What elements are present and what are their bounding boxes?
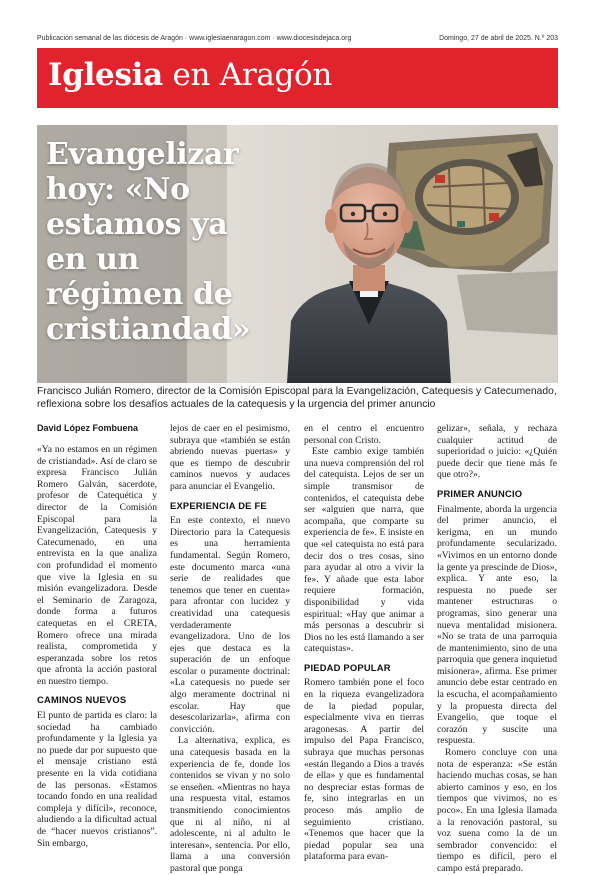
hero-photo (37, 125, 558, 383)
masthead-title-strong: Iglesia (48, 57, 163, 93)
paragraph: Romero concluye con una nota de esperanza: «Se están haciendo muchas cosas, se han abierto caminos y eso, en los tiempos que vivimos, no es poco». En una Iglesia llamada a la renovación pastoral, su voz suena como la de un sembrador convencido: el tiempo es difícil, pero el campo está preparado. (437, 747, 557, 874)
paragraph: Este cambio exige también una nueva comprensión del rol del catequista. Lejos de ser un simple transmisor de contenidos, el catequista debe ser «alguien que narra, que acompaña, que comparte su experiencia de fe». E insiste en que «el catequista no está para decir dos o tres cosas, sino para ayudar al otro a vivir la fe». Y añade que esta labor requiere formación, disponibilidad y vida espiritual: «Hay que animar a más personas a descubrir si Dios no les está llamando a ser catequistas». (304, 446, 424, 655)
article-column-4 (437, 423, 557, 875)
photo-caption: Francisco Julián Romero, director de la Comisión Episcopal para la Evangelización, Catequesis y Catecumenado, reflexiona sobre los desafíos actuales de la catequesis y la urgencia del primer anuncio (37, 386, 557, 410)
masthead-title (48, 55, 332, 95)
paragraph: gelizar», señala, y rechaza cualquier actitud de superioridad o juicio: «¿Quién puede decir que tiene más fe que otro?». (437, 423, 557, 481)
paragraph: El punto de partida es claro: la sociedad ha cambiado profundamente y la Iglesia ya no puede dar por supuesto que el mensaje cristiano está presente en la vida cotidiana de las personas. «Estamos tocando fondo en una realidad compleja y difícil», reconoce, aludiendo a la dificultad actual de “hacer nuevos cristianos”. Sin embargo, (37, 710, 157, 849)
paragraph: lejos de caer en el pesimismo, subraya que «también se están abriendo nuevas puertas» y que es tiempo de descubrir caminos nuevos y audaces para anunciar el Evangelio. (170, 423, 290, 492)
masthead-title-light: en Aragón (162, 57, 333, 93)
header-line (37, 35, 558, 47)
date-issue: Domingo, 27 de abril de 2025. N.º 203 (439, 35, 558, 42)
article-column-3 (304, 423, 424, 863)
article-column-1 (37, 423, 157, 849)
masthead (37, 48, 558, 108)
paragraph: En este contexto, el nuevo Directorio para la Catequesis es una herramienta fundamental. Según Romero, este documento marca «una serie de realidades que tenemos que tener en cuenta» para afrontar con lucidez y creatividad una catequesis verdaderamente evangelizadora. Uno de los ejes que destaca es la superación de un enfoque escolar o puramente doctrinal: «La catequesis no puede ser algo meramente doctrinal ni escolar. Hay que desescolarizarla», afirma con convicción. (170, 515, 290, 735)
paragraph: «Ya no estamos en un régimen de cristiandad». Así de claro se expresa Francisco Julián Romero Galván, sacerdote, profesor de Catequética y director de la Comisión Episcopal para la Evangelización, Catequesis y Catecumenado, en una entrevista en la que analiza con profundidad el momento que vive la Iglesia en su misión evangelizadora. Desde el Seminario de Zaragoza, donde forma a futuros catequetas en el CRETA, Romero ofrece una mirada realista, comprometida y esperanzada sobre los retos que afronta la acción pastoral en nuestro tiempo. (37, 444, 157, 687)
publication-line: Publicación semanal de las diócesis de Aragón · www.iglesiaenaragon.com · www.diocesisdejaca.org (37, 35, 352, 42)
section-heading: PRIMER ANUNCIO (437, 487, 523, 499)
section-heading: CAMINOS NUEVOS (37, 694, 127, 706)
article-headline: Evangelizar hoy: «No estamos ya en un régimen de cristiandad» (46, 137, 251, 347)
section-heading: PIEDAD POPULAR (304, 661, 391, 673)
paragraph: en el centro el encuentro personal con Cristo. (304, 423, 424, 446)
paragraph: Romero también pone el foco en la riqueza evangelizadora de la piedad popular, especialmente viva en tierras aragonesas. A partir del impulso del Papa Francisco, subraya que muchas personas «están llegando a Dios a través de ella» y que es fundamental no despreciar estas formas de fe, sino integrarlas en un proceso más amplio de seguimiento cristiano. «Tenemos que hacer que la piedad popular sea una plataforma para evan- (304, 677, 424, 863)
byline: David López Fombuena (37, 423, 139, 433)
paragraph: La alternativa, explica, es una catequesis basada en la experiencia de fe, donde los contenidos se vivan y no solo se enseñen. «Mientras no haya una respuesta vital, estamos transmitiendo conocimientos que ni al niño, ni al adolescente, ni al adulto le interesan», sentencia. Por ello, llama a una conversión pastoral que ponga (170, 735, 290, 874)
section-heading: EXPERIENCIA DE FE (170, 499, 267, 511)
article-column-2 (170, 423, 290, 875)
paragraph: Finalmente, aborda la urgencia del primer anuncio, el kerigma, en un mundo profundamente secularizado. «Vivimos en un entorno donde la gente ya prescinde de Dios», explica. Y ante eso, la respuesta no puede ser mantener estructuras o programas, sino generar una nueva mentalidad misionera. «No se trata de una parroquia de mantenimiento, sino de una parroquia que genera inquietud misionera», afirma. Ese primer anuncio debe estar centrado en la escucha, el acompañamiento y la propuesta directa del Evangelio, que toque el corazón y suscite una respuesta. (437, 503, 557, 747)
